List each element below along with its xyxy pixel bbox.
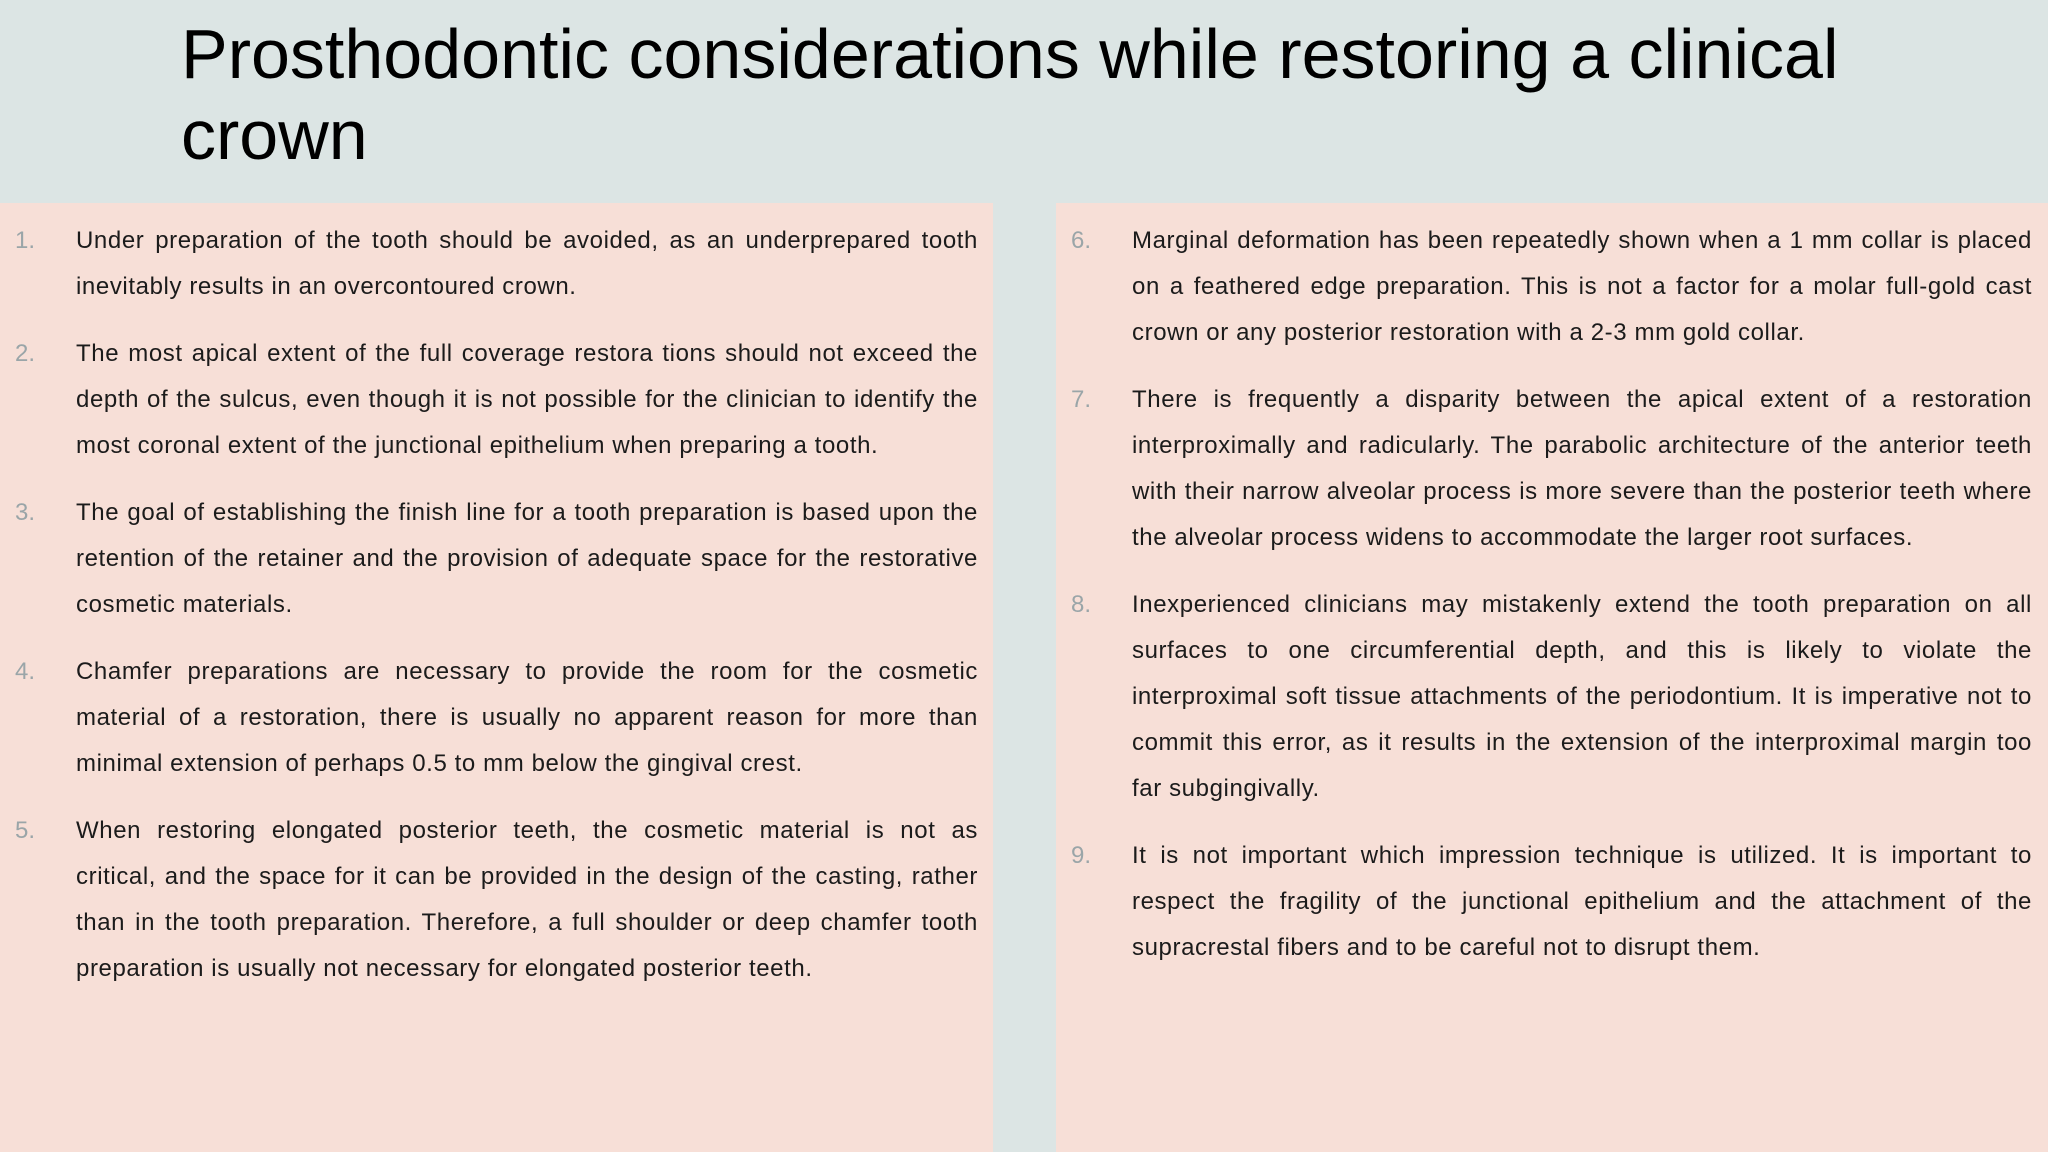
list-item: [1056, 582, 2032, 812]
list-item-text: Under preparation of the tooth should be avoided, as an underprepared tooth inevitably results in an overcontoured crown.: [76, 227, 978, 300]
list-item-number: 1.: [15, 227, 36, 254]
list-item-text: When restoring elongated posterior teeth, the cosmetic material is not as critical, and the space for it can be provided in the design of the casting, rather than in the tooth preparation. Therefore, a full shoulder or deep chamfer tooth preparation is usually not necessary for elongated posterior teeth.: [76, 817, 978, 982]
right-column-panel: [1056, 203, 2048, 1152]
list-item-number: 9.: [1071, 842, 1092, 869]
list-item: [0, 490, 978, 628]
list-item-text: The goal of establishing the finish line for a tooth preparation is based upon the retention of the retainer and the provision of adequate space for the restorative cosmetic materials.: [76, 499, 978, 618]
list-item-number: 3.: [15, 499, 36, 526]
right-numbered-list: [1056, 218, 2032, 992]
list-item-text: The most apical extent of the full coverage restora tions should not exceed the depth of the sulcus, even though it is not possible for the clinician to identify the most coronal extent of the junctional epithelium when preparing a tooth.: [76, 340, 978, 459]
list-item: [0, 331, 978, 469]
list-item-text: Chamfer preparations are necessary to provide the room for the cosmetic material of a restoration, there is usually no apparent reason for more than minimal extension of perhaps 0.5 to mm below the gingival crest.: [76, 658, 978, 777]
list-item-number: 8.: [1071, 591, 1092, 618]
list-item: [0, 808, 978, 992]
list-item-number: 2.: [15, 340, 36, 367]
list-item-text: There is frequently a disparity between the apical extent of a restoration interproximally and radicularly. The parabolic architecture of the anterior teeth with their narrow alveolar process is more severe than the posterior teeth where the alveolar process widens to accommodate the larger root surfaces.: [1132, 386, 2032, 551]
list-item-number: 6.: [1071, 227, 1092, 254]
list-item: [1056, 833, 2032, 971]
list-item: [1056, 218, 2032, 356]
list-item: [0, 218, 978, 310]
slide-title: Prosthodontic considerations while restoring a clinical crown: [181, 15, 1839, 174]
list-item-number: 4.: [15, 658, 36, 685]
list-item: [1056, 377, 2032, 561]
list-item-text: Marginal deformation has been repeatedly shown when a 1 mm collar is placed on a feathered edge preparation. This is not a factor for a molar full-gold cast crown or any posterior restoration with a 2-3 mm gold collar.: [1132, 227, 2032, 346]
left-column-panel: [0, 203, 993, 1152]
list-item: [0, 649, 978, 787]
list-item-number: 5.: [15, 817, 36, 844]
left-numbered-list: [0, 218, 978, 1013]
list-item-text: It is not important which impression technique is utilized. It is important to respect the fragility of the junctional epithelium and the attachment of the supracrestal fibers and to be careful not to disrupt them.: [1132, 842, 2032, 961]
list-item-number: 7.: [1071, 386, 1092, 413]
list-item-text: Inexperienced clinicians may mistakenly extend the tooth preparation on all surfaces to one circumferential depth, and this is likely to violate the interproximal soft tissue attachments of the periodontium. It is imperative not to commit this error, as it results in the extension of the interproximal margin too far subgingivally.: [1132, 591, 2032, 802]
